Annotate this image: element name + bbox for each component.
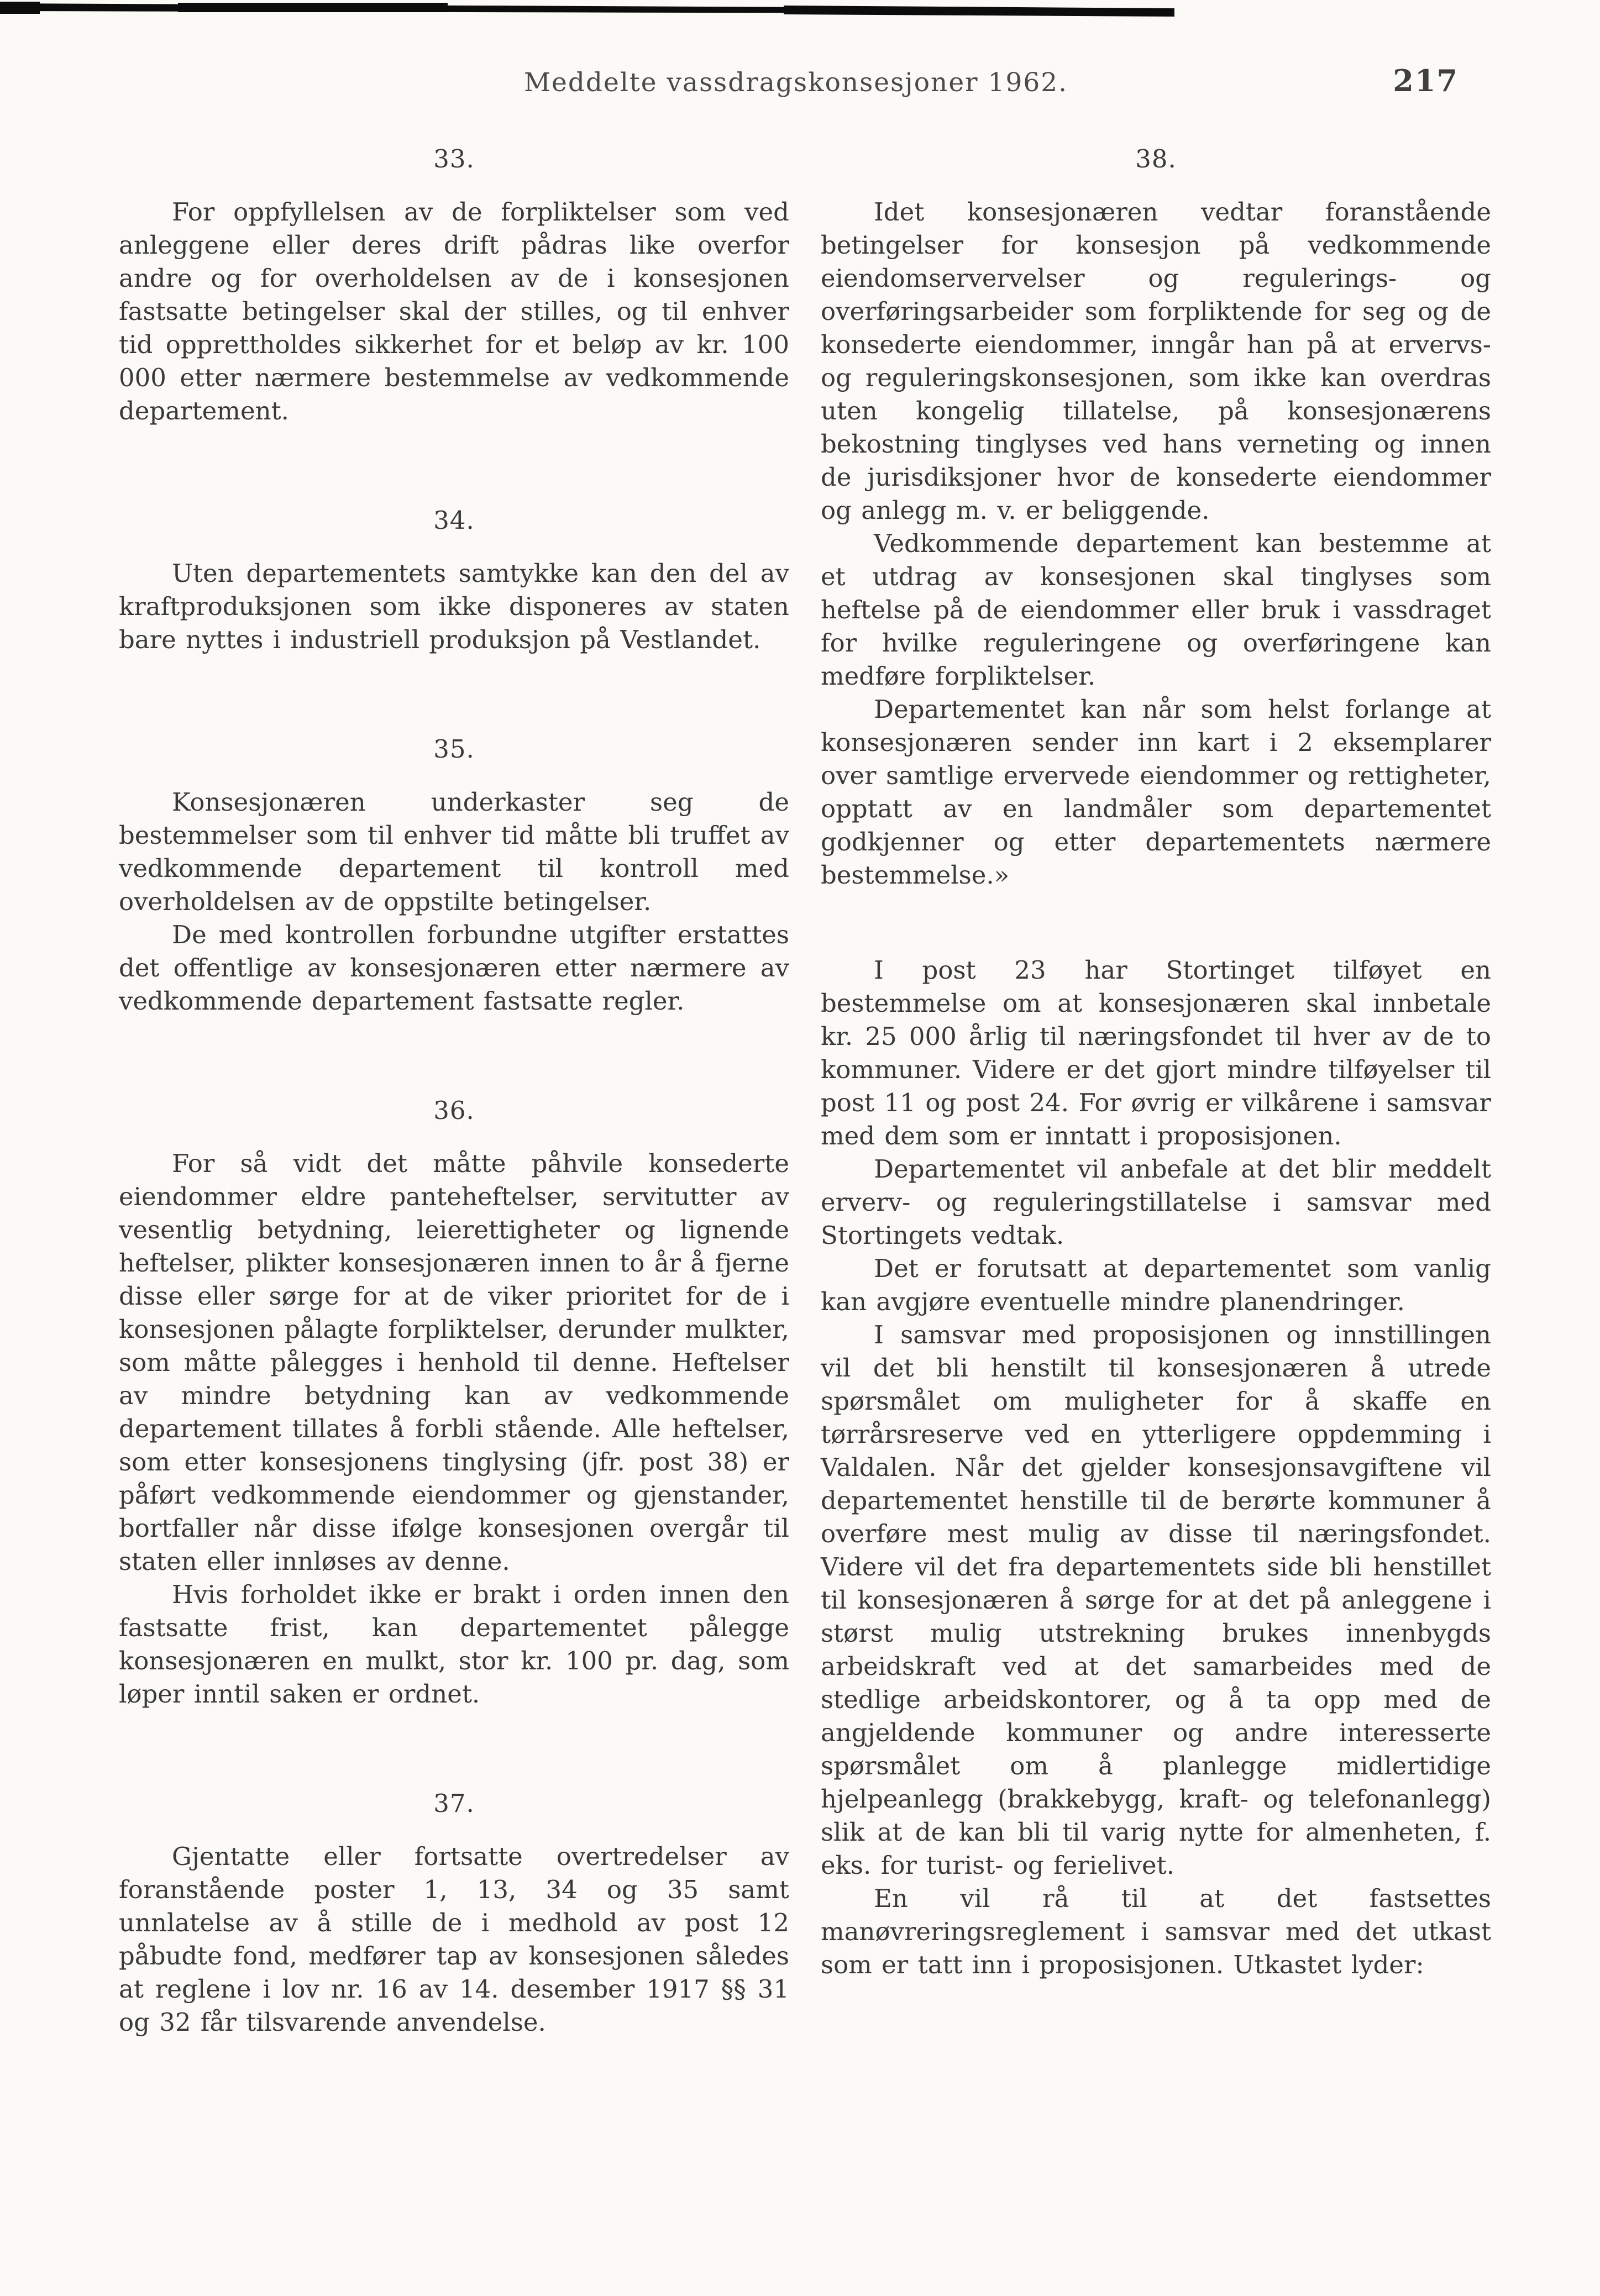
section-number: 38. [1135,144,1177,174]
page-number: 217 [1393,63,1459,98]
section-number: 34. [433,506,475,535]
scan-artifact-bar [0,0,1600,25]
paragraph: Departementet vil anbefale at det blir meddelt erverv- og reguleringstillatelse i samsvar med Stortingets vedtak. [821,1154,1491,1250]
paragraph: Idet konsesjonæren vedtar foranstående betingelser for konsesjon på vedkommende eiendomservervelser og regulerings- og overføringsarbeider som forpliktende for seg og de konsederte eiendommer, inngår han på at ervervs- og reguleringskonsesjonen, som ikke kan overdras uten kongelig tillatelse, på konsesjonærens bekostning tinglyses ved hans verneting og innen de jurisdiksjoner hvor de konsederte eiendommer og anlegg m. v. er beliggende. [821,197,1491,525]
section [821,143,1491,892]
paragraph: Departementet kan når som helst forlange at konsesjonæren sender inn kart i 2 eksemplarer over samtlige ervervede eiendommer og rettigheter, opptatt av en landmåler som departementet godkjenner og etter departementets nærmere bestemmelse.» [821,695,1491,890]
right-column [821,143,1491,1982]
paragraph: I samsvar med proposisjonen og innstillingen vil det bli henstilt til konsesjonæren å utrede spørsmålet om muligheter for å skaffe en tørrårsreserve ved en ytterligere oppdemming i Valdalen. Når det gjelder konsesjonsavgiftene vil departementet henstille til de berørte kommuner å overføre mest mulig av disse til næringsfondet. Videre vil det fra departementets side bli henstillet til konsesjonæren å sørge for at det på anleggene i størst mulig utstrekning brukes innenbygds arbeidskraft ved at det samarbeides med de stedlige arbeidskontorer, og å ta opp med de angjeldende kommuner og andre interesserte spørsmålet om å planlegge midlertidige hjelpeanlegg (brakkebygg, kraft- og telefonanlegg) slik at de kan bli til varig nytte for almenheten, f. eks. for turist- og ferielivet. [821,1320,1491,1880]
section-number: 35. [433,734,475,764]
text-body [119,143,1491,2039]
paragraph: For oppfyllelsen av de forpliktelser som ved anleggene eller deres drift pådras like overfor andre og for overholdelsen av de i konsesjonen fastsatte betingelser skal der stilles, og til enhver tid opprettholdes sikkerhet for et beløp av kr. 100 000 etter nærmere bestemmelse av vedkommende departement. [119,197,789,425]
section-number: 36. [433,1096,475,1125]
section-number: 37. [433,1789,475,1818]
paragraph: Gjentatte eller fortsatte overtredelser av foranstående poster 1, 13, 34 og 35 samt unnlatelse av å stille de i medhold av post 12 påbudte fond, medfører tap av konsesjonen således at reglene i lov nr. 16 av 14. desember 1917 §§ 31 og 32 får tilsvarende anvendelse. [119,1842,789,2037]
paragraph: Konsesjonæren underkaster seg de bestemmelser som til enhver tid måtte bli truffet av vedkommende departement til kontroll med overholdelsen av de oppstilte betingelser. [119,787,789,916]
section [119,733,789,1018]
paragraph: Uten departementets samtykke kan den del av kraftproduksjonen som ikke disponeres av staten bare nyttes i industriell produksjon på Vestlandet. [119,559,789,654]
paragraph: Hvis forholdet ikke er brakt i orden innen den fastsatte frist, kan departementet pålegge konsesjonæren en mulkt, stor kr. 100 pr. dag, som løper inntil saken er ordnet. [119,1580,789,1709]
section [119,143,789,428]
section-number: 33. [433,144,475,174]
paragraph: En vil rå til at det fastsettes manøvreringsreglement i samsvar med det utkast som er tatt inn i proposisjonen. Utkastet lyder: [821,1884,1491,1979]
paragraph: I post 23 har Stortinget tilføyet en bestemmelse om at konsesjonæren skal innbetale kr. 25 000 årlig til næringsfondet til hver av de to kommuner. Videre er det gjort mindre tilføyelser til post 11 og post 24. For øvrig er vilkårene i samsvar med dem som er inntatt i proposisjonen. [821,955,1491,1150]
section [119,1094,789,1711]
scan-artifact-shape [0,0,1600,25]
section [119,504,789,656]
running-header-title: Meddelte vassdragskonsesjoner 1962. [523,67,1068,98]
section [821,954,1491,1982]
paragraph: For så vidt det måtte påhvile konsederte eiendommer eldre panteheftelser, servitutter av vesentlig betydning, leierettigheter og lignende heftelser, plikter konsesjonæren innen to år å fjerne disse eller sørge for at de viker prioritet for de i konsesjonen pålagte forpliktelser, derunder mulkter, som måtte pålegges i henhold til denne. Heftelser av mindre betydning kan av vedkommende departement tillates å forbli stående. Alle heftelser, som etter konsesjonens tinglysing (jfr. post 38) er påført vedkommende eiendommer og gjenstander, bortfaller når disse ifølge konsesjonen overgår til staten eller innløses av denne. [119,1149,789,1576]
paragraph: De med kontrollen forbundne utgifter erstattes det offentlige av konsesjonæren etter nærmere av vedkommende departement fastsatte regler. [119,920,789,1016]
left-column [119,143,789,2039]
paragraph: Det er forutsatt at departementet som vanlig kan avgjøre eventuelle mindre planendringer. [821,1254,1491,1316]
paragraph: Vedkommende departement kan bestemme at et utdrag av konsesjonen skal tinglyses som heftelse på de eiendommer eller bruk i vassdraget for hvilke reguleringene og overføringene kan medføre forpliktelser. [821,529,1491,691]
section [119,1787,789,2039]
